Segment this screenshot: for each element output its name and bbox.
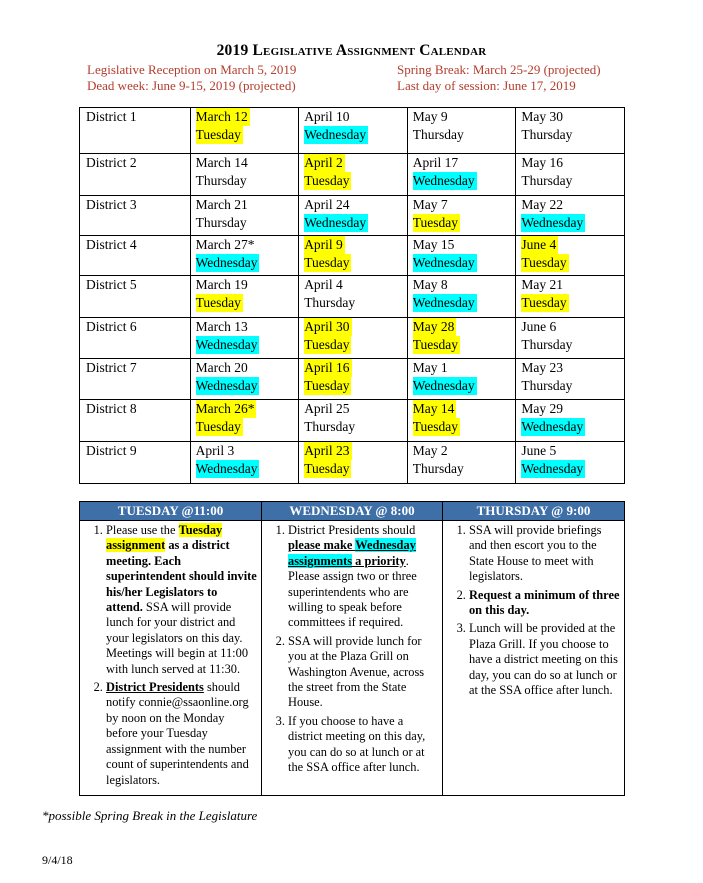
assignment-cell: [516, 196, 625, 236]
assignment-date: March 27*: [195, 237, 255, 252]
district-cell: District 3: [80, 196, 191, 236]
assignment-cell: [407, 108, 516, 154]
assignment-day: Wednesday: [412, 255, 475, 270]
assignment-date: March 12: [195, 109, 248, 124]
assignment-date: April 3: [195, 443, 235, 458]
assignment-day: Wednesday: [521, 461, 584, 476]
assignment-cell: [190, 154, 299, 196]
assignment-calendar-table: [79, 107, 625, 484]
assignment-cell: [190, 400, 299, 442]
assignment-day: Wednesday: [304, 215, 367, 230]
footnote: *possible Spring Break in the Legislature: [42, 808, 258, 823]
assignment-cell: [407, 154, 516, 196]
assignment-date: April 4: [304, 277, 343, 292]
assignment-cell: [407, 196, 516, 236]
assignment-cell: [190, 196, 299, 236]
assignment-date: June 4: [521, 237, 557, 252]
assignment-date: May 9: [412, 109, 448, 124]
assignment-date: April 9: [304, 237, 343, 252]
assignment-date: May 23: [521, 360, 563, 375]
district-cell: District 4: [80, 236, 191, 276]
table-row: [80, 318, 625, 359]
list-item: 1. Please use the Tuesday assignment as a district meeting. Each superintendent should invite his/her Legislators to attend. SSA will provide lunch for your district and your legislators on this day. Meetings will begin at 11:00 with lunch served at 11:30.: [106, 523, 257, 677]
assignment-day: Thursday: [304, 295, 356, 310]
assignment-cell: [516, 276, 625, 318]
assignment-cell: [516, 236, 625, 276]
last-day-note: Last day of session: June 17, 2019: [397, 78, 576, 93]
assignment-day: Thursday: [521, 173, 573, 188]
assignment-cell: [516, 359, 625, 400]
district-cell: District 6: [80, 318, 191, 359]
district-cell: District 5: [80, 276, 191, 318]
assignment-cell: [299, 154, 408, 196]
assignment-date: April 16: [304, 360, 350, 375]
assignment-date: March 13: [195, 319, 248, 334]
assignment-day: Tuesday: [304, 255, 350, 270]
assignment-day: Tuesday: [195, 127, 241, 142]
district-cell: District 8: [80, 400, 191, 442]
assignment-day: Tuesday: [195, 295, 241, 310]
assignment-day: Thursday: [195, 173, 247, 188]
reception-note: Legislative Reception on March 5, 2019: [87, 62, 297, 77]
table-row: [80, 196, 625, 236]
assignment-cell: [407, 442, 516, 484]
assignment-cell: [299, 318, 408, 359]
assignment-date: May 1: [412, 360, 448, 375]
table-row: [80, 359, 625, 400]
assignment-cell: [190, 359, 299, 400]
assignment-date: May 30: [521, 109, 563, 124]
assignment-cell: [299, 236, 408, 276]
day-instructions-table: [79, 501, 625, 796]
assignment-date: March 14: [195, 155, 248, 170]
assignment-day: Thursday: [521, 127, 573, 142]
assignment-day: Wednesday: [195, 255, 258, 270]
assignment-cell: [407, 236, 516, 276]
assignment-cell: [407, 318, 516, 359]
assignment-cell: [516, 318, 625, 359]
assignment-day: Wednesday: [412, 173, 475, 188]
assignment-day: Wednesday: [521, 419, 584, 434]
assignment-day: Tuesday: [412, 337, 459, 352]
assignment-date: April 17: [412, 155, 459, 170]
page-title: [0, 42, 703, 60]
spring-break-note: Spring Break: March 25-29 (projected): [397, 62, 601, 77]
assignment-day: Tuesday: [304, 173, 350, 188]
table-row: [80, 236, 625, 276]
assignment-day: Wednesday: [521, 215, 584, 230]
assignment-day: Tuesday: [521, 255, 567, 270]
assignment-cell: [190, 108, 299, 154]
assignment-cell: [190, 318, 299, 359]
assignment-day: Thursday: [412, 461, 464, 476]
table-row: [80, 154, 625, 196]
table-row: [80, 108, 625, 154]
assignment-cell: [299, 400, 408, 442]
assignment-date: April 30: [304, 319, 350, 334]
assignment-cell: [407, 276, 516, 318]
assignment-cell: [299, 108, 408, 154]
thursday-header: THURSDAY @ 9:00: [442, 502, 624, 521]
district-cell: District 9: [80, 442, 191, 484]
assignment-date: March 26*: [195, 401, 255, 416]
assignment-date: May 15: [412, 237, 455, 252]
assignment-day: Wednesday: [195, 461, 258, 476]
assignment-date: March 21: [195, 197, 248, 212]
wednesday-instructions: [262, 521, 443, 796]
assignment-day: Wednesday: [195, 378, 258, 393]
assignment-cell: [516, 400, 625, 442]
assignment-day: Thursday: [195, 215, 247, 230]
assignment-date: May 14: [412, 401, 455, 416]
assignment-cell: [516, 108, 625, 154]
list-item: 3. Lunch will be provided at the Plaza Grill. If you choose to have a district meeting on this day, you can do so at lunch or at the SSA office after lunch.: [469, 621, 620, 698]
assignment-date: May 2: [412, 443, 448, 458]
assignment-day: Wednesday: [412, 378, 475, 393]
list-item: 2. District Presidents should notify connie@ssaonline.org by noon on the Monday before your Tuesday assignment with the number count of superintendents and legislators.: [106, 680, 257, 788]
district-cell: District 2: [80, 154, 191, 196]
assignment-date: May 8: [412, 277, 448, 292]
list-item: 1. District Presidents should please make Wednesday assignments a priority. Please assign two or three superintendents who are willing to speak before committees if required.: [288, 523, 438, 631]
assignment-day: Tuesday: [521, 295, 567, 310]
assignment-day: Tuesday: [304, 378, 350, 393]
assignment-date: April 23: [304, 443, 350, 458]
dead-week-note: Dead week: June 9-15, 2019 (projected): [87, 78, 296, 93]
assignment-date: May 29: [521, 401, 563, 416]
district-cell: District 1: [80, 108, 191, 154]
assignment-day: Wednesday: [304, 127, 367, 142]
assignment-day: Wednesday: [412, 295, 475, 310]
title-year: 2019: [216, 42, 249, 59]
assignment-date: April 25: [304, 401, 350, 416]
assignment-day: Tuesday: [412, 215, 459, 230]
list-item: 3. If you choose to have a district meeting on this day, you can do so at lunch or at the SSA office after lunch.: [288, 714, 438, 776]
assignment-day: Tuesday: [304, 461, 350, 476]
list-item: 2. SSA will provide lunch for you at the Plaza Grill on Washington Avenue, across the street from the State House.: [288, 634, 438, 711]
assignment-date: March 19: [195, 277, 248, 292]
assignment-date: May 21: [521, 277, 563, 292]
assignment-day: Wednesday: [195, 337, 258, 352]
assignment-date: May 22: [521, 197, 563, 212]
assignment-cell: [299, 196, 408, 236]
assignment-date: May 16: [521, 155, 563, 170]
list-item: 1. SSA will provide briefings and then escort you to the State House to meet with legislators.: [469, 523, 620, 585]
assignment-date: April 10: [304, 109, 350, 124]
assignment-date: April 24: [304, 197, 350, 212]
assignment-cell: [190, 276, 299, 318]
title-text: Legislative Assignment Calendar: [252, 42, 487, 59]
assignment-cell: [516, 154, 625, 196]
assignment-day: Thursday: [521, 378, 573, 393]
list-item: 2. Request a minimum of three on this day.: [469, 588, 620, 619]
assignment-day: Thursday: [521, 337, 573, 352]
assignment-cell: [516, 442, 625, 484]
tuesday-instructions: [80, 521, 262, 796]
table-row: [80, 442, 625, 484]
assignment-cell: [299, 442, 408, 484]
assignment-day: Tuesday: [412, 419, 459, 434]
district-cell: District 7: [80, 359, 191, 400]
assignment-cell: [299, 359, 408, 400]
assignment-cell: [190, 442, 299, 484]
document-date: 9/4/18: [42, 853, 73, 867]
assignment-date: March 20: [195, 360, 248, 375]
wednesday-header: WEDNESDAY @ 8:00: [262, 502, 443, 521]
assignment-date: June 6: [521, 319, 557, 334]
assignment-day: Tuesday: [304, 337, 350, 352]
tuesday-header: TUESDAY @11:00: [80, 502, 262, 521]
assignment-cell: [190, 236, 299, 276]
assignment-cell: [407, 359, 516, 400]
assignment-date: May 7: [412, 197, 448, 212]
assignment-day: Tuesday: [195, 419, 241, 434]
assignment-date: June 5: [521, 443, 557, 458]
assignment-day: Thursday: [412, 127, 464, 142]
table-row: [80, 276, 625, 318]
assignment-date: May 28: [412, 319, 455, 334]
table-row: [80, 400, 625, 442]
assignment-cell: [407, 400, 516, 442]
assignment-date: April 2: [304, 155, 343, 170]
assignment-cell: [299, 276, 408, 318]
thursday-instructions: [442, 521, 624, 796]
assignment-day: Thursday: [304, 419, 356, 434]
